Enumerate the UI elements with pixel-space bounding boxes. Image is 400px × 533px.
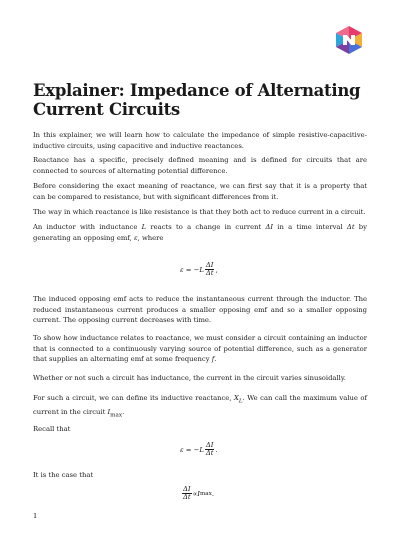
hexagon-n-logo-icon [334, 26, 364, 54]
page-title: Explainer: Impedance of Alternating Current Circuits [33, 81, 361, 119]
reactance-definition-paragraph: Reactance has a specific, precisely defined meaning and is defined for circuits that are connected to sources of alternating potential difference. [33, 156, 367, 175]
inductive-reactance-paragraph: For such a circuit, we can define its inductive reactance, $X_L$. We can call the maximum value of current in the circuit $I_{max}$. [33, 394, 367, 419]
inductor-paragraph: An inductor with inductance L reacts to a change in current ΔI in a time interval Δt by generating an opposing emf, ε, where [33, 223, 368, 242]
intro-paragraph: In this explainer, we will learn how to calculate the impedance of simple resistive-capacitive-inductive circuits, using capacitive and inductive reactances. [33, 131, 367, 150]
recall-paragraph: Recall that [33, 425, 71, 433]
inductance-reactance-paragraph: To show how inductance relates to reactance, we must consider a circuit containing an inductor that is connected to a continuously varying source of potential difference, such as a generator that supplies an alternating emf at some frequency f. [33, 334, 367, 364]
emf-equation: ε = −L $\frac{\Delta I}{\Delta t}$ , [180, 261, 218, 277]
proportionality-equation: $\frac{\Delta I}{\Delta t}$ ∝ I max . [183, 485, 215, 501]
emf-equation-recall: ε = −L $\frac{\Delta I}{\Delta t}$ . [180, 441, 218, 457]
induced-emf-paragraph: The induced opposing emf acts to reduce the instantaneous current through the inductor. The reduced instantaneous current produces a smaller opposing emf and so a smaller opposing current. The opposing current decreases with time. [33, 295, 367, 325]
sinusoidal-paragraph: Whether or not such a circuit has inductance, the current in the circuit varies sinusoidally. [33, 374, 346, 382]
reactance-comparison-paragraph: Before considering the exact meaning of reactance, we can first say that it is a property that can be compared to resistance, but with significant differences from it. [33, 182, 367, 201]
page-number: 1 [33, 512, 38, 520]
case-paragraph: It is the case that [33, 471, 94, 479]
reactance-similarity-paragraph: The way in which reactance is like resistance is that they both act to reduce current in a circuit. [33, 208, 366, 216]
